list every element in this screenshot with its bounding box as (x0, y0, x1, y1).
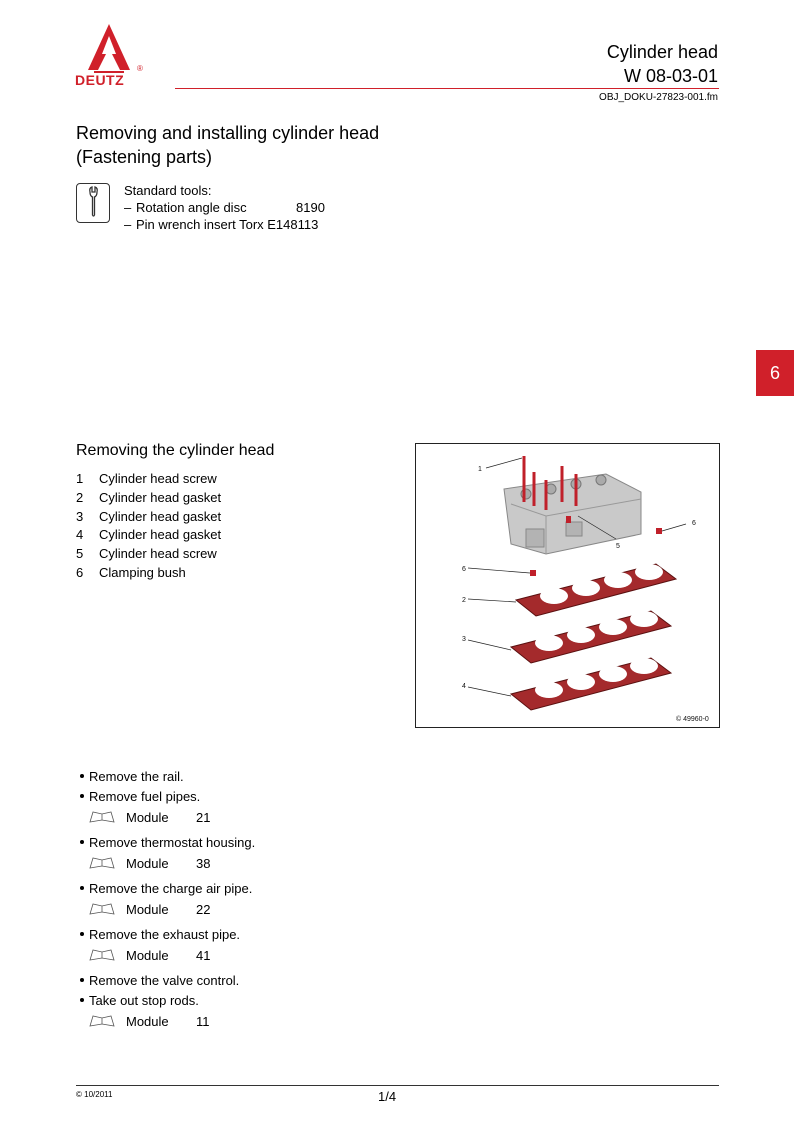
book-icon (88, 856, 116, 870)
part-name: Cylinder head screw (99, 546, 217, 562)
part-number: 6 (76, 564, 84, 580)
standard-tools (124, 182, 325, 233)
module-number: 41 (196, 947, 211, 963)
step-text: Take out stop rods. (89, 992, 199, 1008)
module-reference (88, 898, 255, 920)
part-name: Cylinder head gasket (99, 489, 222, 505)
gasket-2 (516, 564, 676, 616)
module-number: 11 (196, 1013, 210, 1029)
book-icon (88, 948, 116, 962)
callout-label: 5 (616, 543, 620, 550)
step-item (78, 878, 255, 898)
parts-list (76, 470, 221, 583)
step-item (78, 990, 255, 1010)
figure-copyright: © 49960-0 (676, 716, 709, 723)
footer-rule (76, 1085, 719, 1086)
module-reference (88, 806, 255, 828)
page-title-line-2: (Fastening parts) (76, 147, 213, 167)
step-text: Remove the valve control. (89, 972, 240, 988)
part-number: 2 (76, 489, 84, 505)
tools-heading: Standard tools: (124, 183, 212, 198)
module-label: Module (126, 809, 169, 825)
callout-label: 6 (692, 520, 696, 527)
callout-label: 1 (478, 466, 482, 473)
part-name: Cylinder head gasket (99, 508, 222, 524)
book-icon (88, 902, 116, 916)
procedure-steps (78, 766, 255, 1036)
section-title: Removing the cylinder head (76, 442, 275, 459)
step-text: Remove the charge air pipe. (89, 880, 253, 896)
cylinder-head-illustration (504, 456, 662, 576)
list-item (76, 545, 221, 564)
brand-name: DEUTZ (75, 72, 125, 88)
part-name: Cylinder head gasket (99, 527, 222, 543)
exploded-view-figure (415, 443, 720, 728)
bullet (80, 978, 84, 982)
step-item (78, 786, 255, 806)
callout-label: 4 (462, 683, 466, 690)
book-icon (88, 810, 116, 824)
step-item (78, 970, 255, 990)
callout-label: 2 (462, 597, 466, 604)
module-label: Module (126, 855, 169, 871)
module-label: Module (126, 1013, 169, 1029)
list-item (76, 489, 221, 508)
step-item (78, 766, 255, 786)
step-item (78, 924, 255, 944)
callout-label: 3 (462, 636, 466, 643)
bullet (80, 998, 84, 1002)
callout-label: 6 (462, 566, 466, 573)
module-number: 21 (196, 809, 211, 825)
header-rule (175, 88, 719, 89)
module-label: Module (126, 947, 169, 963)
part-number: 3 (76, 508, 84, 524)
list-item (76, 526, 221, 545)
step-item (78, 832, 255, 852)
tool-dash: – (124, 200, 132, 215)
part-number: 4 (76, 527, 84, 543)
wrench-icon (76, 183, 110, 223)
step-text: Remove thermostat housing. (89, 834, 256, 850)
tool-item (124, 216, 325, 233)
page-title-line-1: Removing and installing cylinder head (76, 123, 380, 143)
part-number: 1 (76, 471, 84, 486)
book-icon (88, 1014, 116, 1028)
bullet (80, 886, 84, 890)
module-label: Module (126, 901, 169, 917)
chapter-tab: 6 (756, 350, 794, 396)
doc-code: W 08-03-01 (623, 66, 718, 86)
bullet (80, 774, 84, 778)
footer-date: © 10/2011 (76, 1090, 113, 1099)
page-title (76, 121, 379, 169)
tool-name: Pin wrench insert Torx E148113 (136, 217, 319, 232)
module-reference (88, 944, 255, 966)
tool-item (124, 199, 325, 216)
part-number: 5 (76, 546, 84, 562)
gasket-4 (511, 658, 671, 710)
list-item (76, 564, 221, 583)
doc-title: Cylinder head (606, 42, 718, 62)
step-text: Remove the rail. (89, 768, 184, 784)
part-name: Cylinder head screw (99, 471, 217, 486)
doc-file: OBJ_DOKU-27823-001.fm (599, 92, 718, 103)
module-reference (88, 852, 255, 874)
tool-dash: – (124, 217, 132, 232)
bullet (80, 932, 84, 936)
page-number: 1/4 (378, 1089, 397, 1104)
bullet (80, 840, 84, 844)
module-number: 38 (196, 855, 211, 871)
gasket-3 (511, 611, 671, 663)
step-text: Remove the exhaust pipe. (89, 926, 241, 942)
bullet (80, 794, 84, 798)
registered-mark: ® (137, 64, 143, 73)
module-number: 22 (196, 901, 211, 917)
tool-name: Rotation angle disc (136, 200, 247, 215)
list-item (76, 508, 221, 527)
module-reference (88, 1010, 255, 1032)
list-item (76, 470, 221, 489)
step-text: Remove fuel pipes. (89, 788, 201, 804)
part-name: Clamping bush (99, 564, 186, 580)
tool-code: 8190 (296, 200, 325, 215)
